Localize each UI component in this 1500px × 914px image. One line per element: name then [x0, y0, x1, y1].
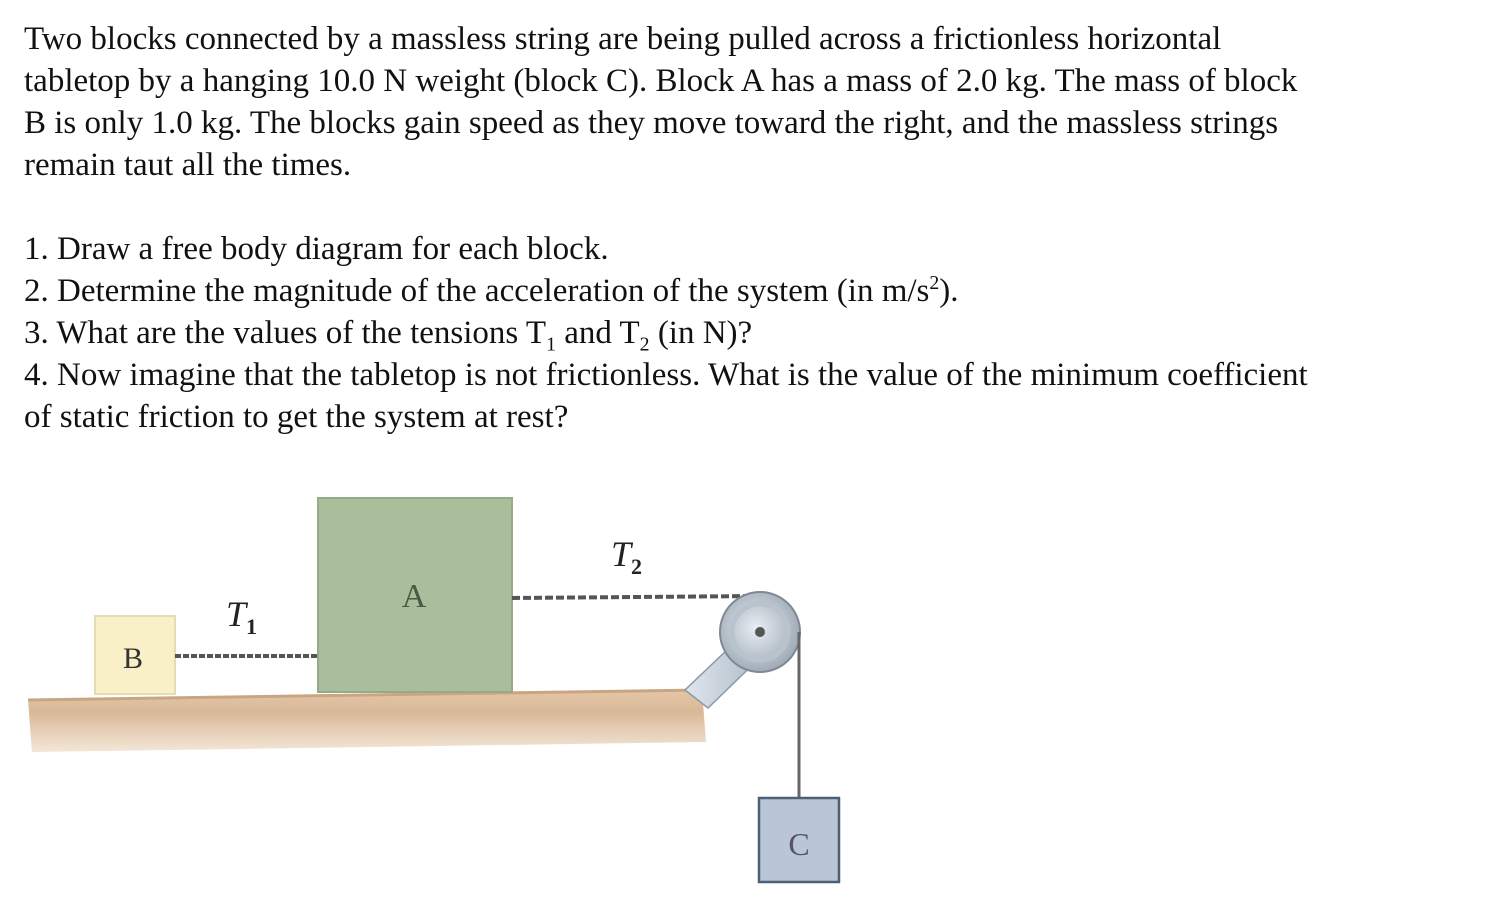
- block-b-label: B: [122, 642, 144, 675]
- question-3: 3. What are the values of the tensions $T_1$ and $T_2$ (in N)?: [24, 315, 753, 356]
- block-a-label: A: [401, 578, 427, 615]
- block-c-label: C: [788, 826, 810, 862]
- pulley-axle: [755, 627, 765, 637]
- question-2: 2. Determine the magnitude of the acceleration of the system (in $m/s^2$).: [24, 272, 959, 309]
- t1-label: $T_1$: [226, 594, 258, 639]
- blocks-pulley-diagram: [0, 480, 880, 900]
- string-t2: [512, 596, 760, 598]
- intro-line: Two blocks connected by a massless string are being pulled across a frictionless horizontal: [24, 21, 1222, 57]
- t2-label: $T_2$: [611, 534, 643, 579]
- intro-line: B is only 1.0 kg. The blocks gain speed as they move toward the right, and the massless strings: [24, 105, 1279, 141]
- question-4-line-2: of static friction to get the system at rest?: [24, 399, 569, 435]
- intro-line: remain taut all the times.: [24, 147, 352, 183]
- problem-text: [24, 18, 1474, 438]
- intro-line: tabletop by a hanging 10.0 N weight (block C). Block A has a mass of 2.0 kg. The mass of block: [24, 63, 1298, 99]
- question-1: 1. Draw a free body diagram for each block.: [24, 231, 609, 267]
- question-4-line-1: 4. Now imagine that the tabletop is not frictionless. What is the value of the minimum coefficient: [24, 357, 1308, 393]
